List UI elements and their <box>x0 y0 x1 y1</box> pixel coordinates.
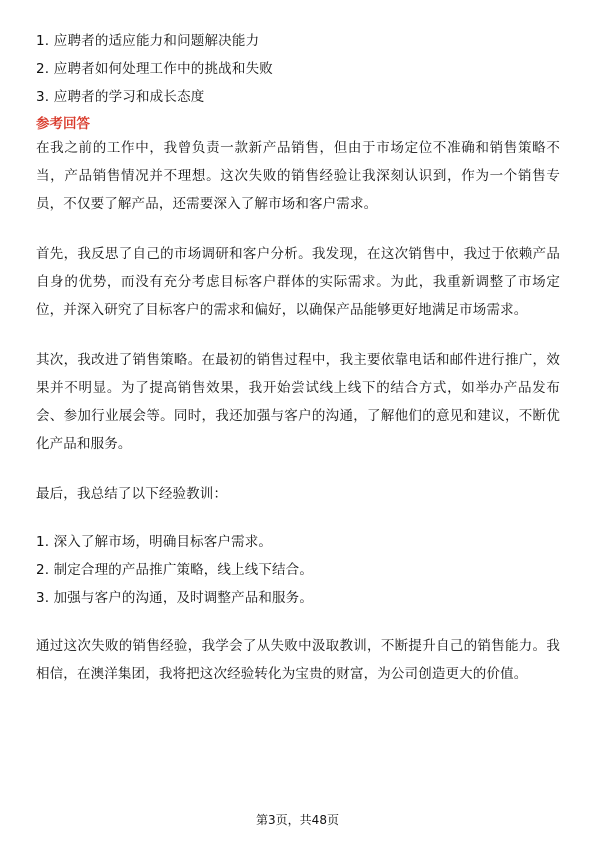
paragraph-conclusion: 通过这次失败的销售经验，我学会了从失败中汲取教训，不断提升自己的销售能力。我相信，在澳洋集团，我将把这次经验转化为宝贵的财富，为公司创造更大的价值。 <box>36 638 560 682</box>
answer-heading: 参考回答 <box>36 116 90 132</box>
question-item-1: 1. 应聘者的适应能力和问题解决能力 <box>36 33 260 49</box>
paragraph-intro: 在我之前的工作中，我曾负责一款新产品销售，但由于市场定位不准确和销售策略不当，产品销售情况并不理想。这次失败的销售经验让我深刻认识到，作为一个销售专员，不仅要了解产品，还需要深入了解市场和客户需求。 <box>36 140 560 212</box>
paragraph-first: 首先，我反思了自己的市场调研和客户分析。我发现，在这次销售中，我过于依赖产品自身的优势，而没有充分考虑目标客户群体的实际需求。为此，我重新调整了市场定位，并深入研究了目标客户的需求和偏好，以确保产品能够更好地满足市场需求。 <box>36 246 560 318</box>
lesson-item-2: 2. 制定合理的产品推广策略，线上线下结合。 <box>36 562 313 578</box>
page-footer: 第3页，共48页 <box>256 813 339 827</box>
paragraph-second: 其次，我改进了销售策略。在最初的销售过程中，我主要依靠电话和邮件进行推广，效果并不明显。为了提高销售效果，我开始尝试线上线下的结合方式，如举办产品发布会、参加行业展会等。同时，我还加强与客户的沟通，了解他们的意见和建议，不断优化产品和服务。 <box>36 352 560 452</box>
lesson-item-3: 3. 加强与客户的沟通，及时调整产品和服务。 <box>36 590 313 606</box>
question-item-3: 3. 应聘者的学习和成长态度 <box>36 89 205 105</box>
lesson-item-1: 1. 深入了解市场，明确目标客户需求。 <box>36 534 273 550</box>
page-content <box>36 30 560 688</box>
paragraph-lastly: 最后，我总结了以下经验教训： <box>36 486 228 502</box>
question-item-2: 2. 应聘者如何处理工作中的挑战和失败 <box>36 61 273 77</box>
